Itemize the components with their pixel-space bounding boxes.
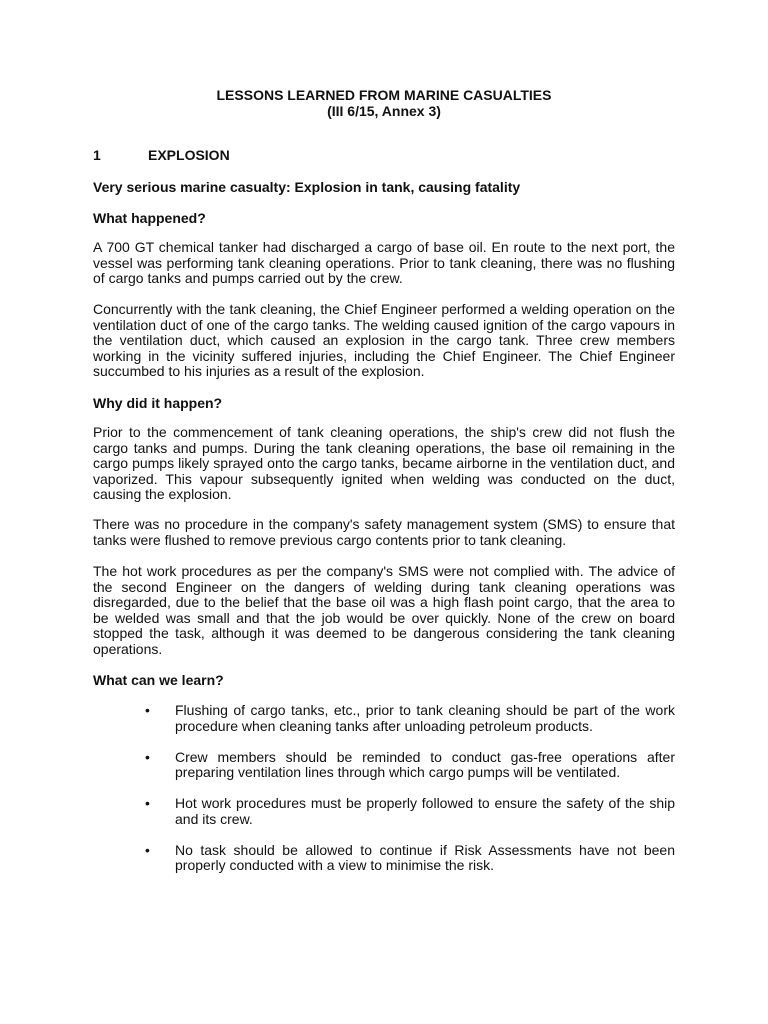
bullet-icon: •: [145, 841, 150, 858]
list-item-text: No task should be allowed to continue if Risk Assessments have not been properly conducted with a view to minimise the risk.: [175, 841, 675, 873]
bullet-icon: •: [145, 702, 150, 718]
title-line-1: LESSONS LEARNED FROM MARINE CASUALTIES: [216, 87, 552, 103]
why-happened-paragraph-3: The hot work procedures as per the company's SMS were not complied with. The advice of the second Engineer on the dangers of welding during tank cleaning operations was disregarded, due to the belief that the base oil was a high flash point cargo, that the area to be welded was small and that the job would be over quickly. None of the crew on board stopped the task, although it was deemed to be dangerous considering the tank cleaning operations.: [93, 563, 675, 657]
list-item: [93, 703, 675, 734]
section-title: EXPLOSION: [148, 147, 230, 163]
list-item-text: Crew members should be reminded to conduct gas-free operations after preparing ventilation lines through which cargo pumps will be ventilated.: [175, 748, 675, 780]
section-heading: [93, 148, 230, 164]
list-item: [93, 796, 675, 827]
title-line-2: (III 6/15, Annex 3): [327, 103, 441, 119]
document-page: [93, 0, 675, 1024]
list-item: [93, 843, 675, 874]
what-happened-heading: What happened?: [93, 210, 206, 226]
lessons-list: [93, 703, 675, 889]
why-happened-paragraph-2: There was no procedure in the company's safety management system (SMS) to ensure that tanks were flushed to remove previous cargo contents prior to tank cleaning.: [93, 516, 675, 548]
what-happened-paragraph-2: Concurrently with the tank cleaning, the Chief Engineer performed a welding operation on the ventilation duct of one of the cargo tanks. The welding caused ignition of the cargo vapours in the ventilation duct, which caused an explosion in the cargo tank. Three crew members working in the vicinity suffered injuries, including the Chief Engineer. The Chief Engineer succumbed to his injuries as a result of the explosion.: [93, 301, 675, 379]
bullet-icon: •: [145, 795, 150, 811]
why-happened-heading: Why did it happen?: [93, 395, 223, 411]
list-item-text: Flushing of cargo tanks, etc., prior to tank cleaning should be part of the work procedure when cleaning tanks after unloading petroleum products.: [175, 702, 675, 734]
document-title: [93, 87, 675, 119]
why-happened-paragraph-1: Prior to the commencement of tank cleaning operations, the ship's crew did not flush the cargo tanks and pumps. During the tank cleaning operations, the base oil remaining in the cargo pumps likely sprayed onto the cargo tanks, became airborne in the ventilation duct, and vaporized. This vapour subsequently ignited when welding was conducted on the duct, causing the explosion.: [93, 424, 675, 502]
casualty-heading: Very serious marine casualty: Explosion in tank, causing fatality: [93, 179, 521, 195]
what-learn-heading: What can we learn?: [93, 672, 224, 688]
bullet-icon: •: [145, 748, 150, 765]
list-item-text: Hot work procedures must be properly followed to ensure the safety of the ship and its crew.: [175, 795, 675, 827]
what-happened-paragraph-1: A 700 GT chemical tanker had discharged a cargo of base oil. En route to the next port, the vessel was performing tank cleaning operations. Prior to tank cleaning, there was no flushing of cargo tanks and pumps carried out by the crew.: [93, 239, 675, 286]
section-number: 1: [93, 147, 101, 163]
list-item: [93, 750, 675, 781]
